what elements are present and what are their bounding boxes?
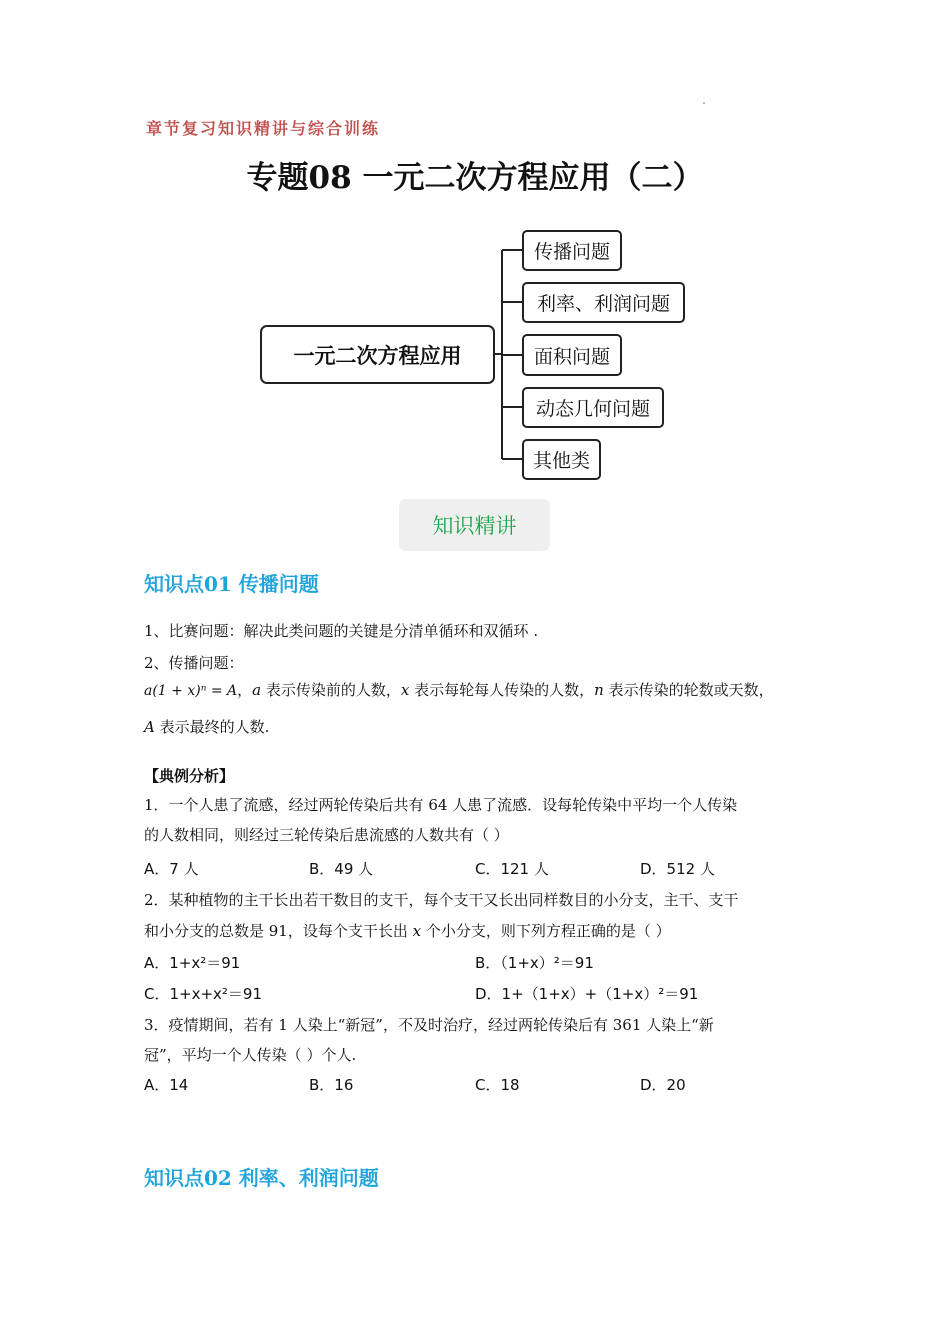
q2-line-2 — [144, 920, 671, 941]
kp2-heading: 知识点02 利率、利润问题 — [144, 1166, 379, 1190]
q2-var-x: x — [412, 922, 422, 940]
mindmap-node-interest-profit: 利率、利润问题 — [522, 282, 685, 323]
kp1-item-1: 1、比赛问题：解决此类问题的关键是分清单循环和双循环 . — [144, 622, 539, 640]
desc-A-text: 表示最终的人数. — [154, 718, 270, 736]
q3-options — [0, 1074, 950, 1094]
q1-line-2: 的人数相同，则经过三轮传染后患流感的人数共有（ ） — [144, 826, 509, 844]
desc-x-text: 表示每轮每人传染的人数， — [409, 681, 595, 699]
q1-option-a: A．7 人 — [144, 860, 199, 878]
q2-options-row-1 — [0, 952, 950, 972]
var-n: n — [594, 681, 604, 699]
mindmap-node-dynamic-geometry: 动态几何问题 — [522, 387, 664, 428]
q2-option-c: C．1+x+x²＝91 — [144, 985, 263, 1003]
q3-line-2: 冠”，平均一个人传染（ ）个人. — [144, 1046, 357, 1064]
q2-options-row-2 — [0, 983, 950, 1003]
var-A: A — [144, 718, 155, 736]
q1-option-b: B．49 人 — [309, 860, 374, 878]
q1-options — [0, 858, 950, 878]
var-x: x — [400, 681, 410, 699]
q3-option-b: B．16 — [309, 1076, 354, 1094]
kp1-formula-line: a(1 + x)ⁿ = A，a 表示传染前的人数，x 表示每轮每人传染的人数，n 表示传染的轮数或天数， — [144, 681, 774, 699]
section-label-knowledge: 知识精讲 — [399, 499, 550, 551]
examples-heading: 【典例分析】 — [144, 767, 235, 785]
q3-line-1: 3．疫情期间，若有 1 人染上“新冠”，不及时治疗，经过两轮传染后有 361 人染上“新 — [144, 1016, 714, 1034]
mindmap-node-area: 面积问题 — [522, 334, 622, 376]
q2-line-2-end: 个小分支，则下列方程正确的是（ ） — [421, 922, 671, 940]
q2-option-d: D．1+（1+x）+（1+x）²＝91 — [475, 985, 699, 1003]
desc-n-text: 表示传染的轮数或天数， — [603, 681, 774, 699]
q3-option-a: A．14 — [144, 1076, 189, 1094]
q3-option-d: D．20 — [640, 1076, 686, 1094]
var-a: a — [252, 681, 262, 699]
q2-option-b: B．（1+x）²＝91 — [475, 954, 594, 972]
kp1-desc-line-2 — [144, 716, 269, 737]
q2-line-1: 2．某种植物的主干长出若干数目的支干，每个支干又长出同样数目的小分支，主干、支干 — [144, 891, 739, 909]
spread-formula: a(1 + x)ⁿ = A — [144, 683, 238, 699]
q2-option-a: A．1+x²＝91 — [144, 954, 241, 972]
kp1-heading: 知识点01 传播问题 — [144, 572, 319, 596]
chapter-subtitle: 章节复习知识精讲与综合训练 — [146, 119, 381, 138]
q3-option-c: C．18 — [475, 1076, 520, 1094]
kp1-item-2-label: 2、传播问题： — [144, 654, 244, 672]
q1-option-c: C．121 人 — [475, 860, 549, 878]
q1-line-1: 1．一个人患了流感，经过两轮传染后共有 64 人患了流感．设每轮传染中平均一个人传染 — [144, 796, 738, 814]
mindmap-node-other: 其他类 — [522, 439, 601, 480]
mindmap-root-node: 一元二次方程应用 — [260, 325, 495, 384]
mindmap-node-spread: 传播问题 — [522, 230, 622, 271]
page-title: 专题08 一元二次方程应用（二） — [246, 160, 704, 196]
desc-a-text: 表示传染前的人数， — [261, 681, 401, 699]
q2-line-2-start: 和小分支的总数是 91，设每个支干长出 — [144, 922, 413, 940]
mindmap-connectors — [0, 0, 950, 500]
q1-option-d: D．512 人 — [640, 860, 715, 878]
